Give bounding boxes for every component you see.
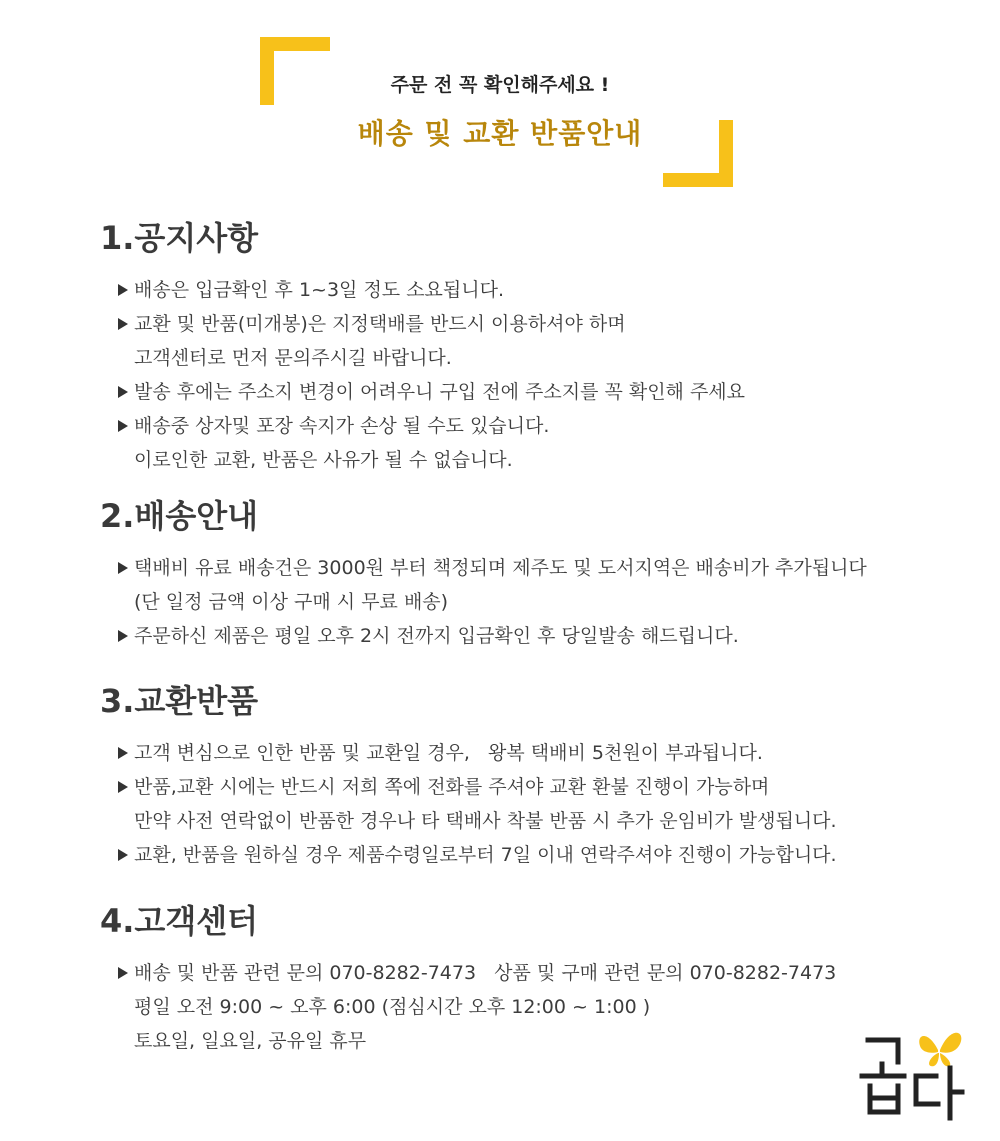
bullet-triangle-icon [118,386,128,398]
list-item [100,619,960,653]
bullet-triangle-icon [118,781,128,793]
bullet-triangle-icon [118,849,128,861]
section-customer-center [100,896,960,1058]
list-item [100,551,960,619]
list-item [100,409,960,477]
bullet-triangle-icon [118,967,128,979]
item-line: 배송은 입금확인 후 1~3일 정도 소요됩니다. [134,279,504,301]
item-line: 교환 및 반품(미개봉)은 지정택배를 반드시 이용하셔야 하며 [134,313,626,335]
item-line: 고객센터로 먼저 문의주시길 바랍니다. [134,347,452,369]
bullet-triangle-icon [118,284,128,296]
item-line: 발송 후에는 주소지 변경이 어려우니 구입 전에 주소지를 꼭 확인해 주세요 [134,381,746,403]
item-line: (단 일정 금액 이상 구매 시 무료 배송) [134,591,449,613]
item-line: 주문하신 제품은 평일 오후 2시 전까지 입금확인 후 당일발송 해드립니다. [134,625,739,647]
section-heading: 2.배송안내 [100,497,259,535]
item-line: 평일 오전 9:00 ~ 오후 6:00 (점심시간 오후 12:00 ~ 1:00 ) [134,996,651,1018]
section-heading: 4.고객센터 [100,902,259,940]
list-item [100,375,960,409]
bullet-triangle-icon [118,318,128,330]
page-title: 배송 및 교환 반품안내 [357,117,643,150]
list-item [100,956,960,1058]
bullet-triangle-icon [118,562,128,574]
section-heading: 1.공지사항 [100,219,259,257]
section-shipping [100,491,960,653]
butterfly-icon [919,1033,961,1067]
header-subtitle: 주문 전 꼭 확인해주세요 ! [390,74,610,96]
list-item [100,273,960,307]
brand-logo [858,1022,968,1122]
list-item [100,736,960,770]
item-line: 택배비 유료 배송건은 3000원 부터 책정되며 제주도 및 도서지역은 배송비가 추가됩니다 [134,557,867,579]
item-line: 교환, 반품을 원하실 경우 제품수령일로부터 7일 이내 연락주셔야 진행이 가능합니다. [134,844,837,866]
list-item [100,307,960,375]
item-line: 이로인한 교환, 반품은 사유가 될 수 없습니다. [134,449,513,471]
item-line: 반품,교환 시에는 반드시 저희 쪽에 전화를 주셔야 교환 환불 진행이 가능하며 [134,776,770,798]
item-line: 배송중 상자및 포장 속지가 손상 될 수도 있습니다. [134,415,550,437]
list-item [100,838,960,872]
bullet-triangle-icon [118,630,128,642]
section-exchange-return [100,676,960,872]
bullet-triangle-icon [118,747,128,759]
section-notice [100,213,960,477]
list-item [100,770,960,838]
item-line: 토요일, 일요일, 공유일 휴무 [134,1030,367,1052]
item-line: 고객 변심으로 인한 반품 및 교환일 경우, 왕복 택배비 5천원이 부과됩니다. [134,742,763,764]
item-line: 만약 사전 연락없이 반품한 경우나 타 택배사 착불 반품 시 추가 운임비가 발생됩니다. [134,810,837,832]
bullet-triangle-icon [118,420,128,432]
item-line: 배송 및 반품 관련 문의 070-8282-7473 상품 및 구매 관련 문의 070-8282-7473 [134,962,837,984]
section-heading: 3.교환반품 [100,682,259,720]
